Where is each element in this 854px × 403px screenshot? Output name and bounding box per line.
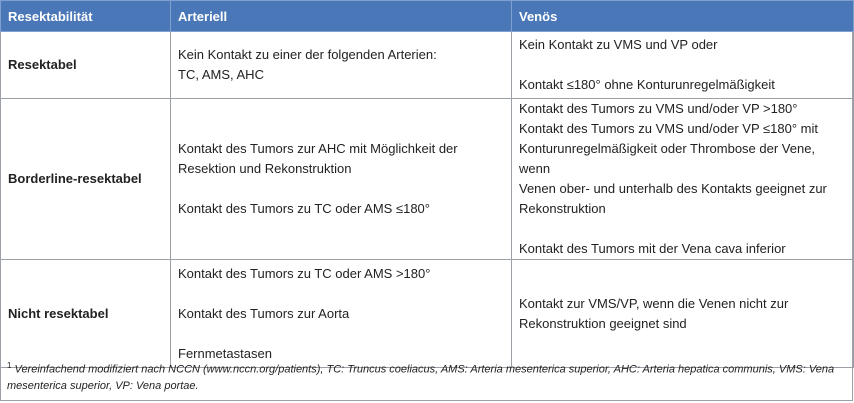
header-arterial: Arteriell (171, 1, 512, 32)
cell-line: Kontakt des Tumors mit der Vena cava inferior (519, 241, 786, 256)
cell-line: Kontakt des Tumors zur AHC mit Möglichkeit der (178, 141, 458, 156)
cell-arterial-not-resectable (171, 260, 512, 368)
footnote-text: Vereinfachend modifiziert nach NCCN (www.nccn.org/patients), TC: Truncus coeliacus, AMS: Arteria mesenterica superior, AHC: Arteria hepatica communis, VMS: Vena mesenterica superior, VP: Vena portae. (7, 363, 835, 392)
cell-venous-not-resectable (512, 260, 854, 368)
table-row-resectable (1, 32, 854, 99)
cell-line: Kein Kontakt zu einer der folgenden Arterien: (178, 47, 437, 62)
table-row-borderline (1, 99, 854, 260)
row-label-borderline: Borderline-resektabel (1, 99, 171, 260)
table-row-not-resectable (1, 260, 854, 368)
cell-line: Kein Kontakt zu VMS und VP oder (519, 37, 718, 52)
cell-line: Konturunregelmäßigkeit oder Thrombose der Vene, wenn (519, 141, 816, 176)
cell-line: Kontakt des Tumors zu VMS und/oder VP >180° (519, 101, 798, 116)
cell-line: Kontakt zur VMS/VP, wenn die Venen nicht zur (519, 295, 789, 311)
row-label-not-resectable: Nicht resektabel (1, 260, 171, 368)
cell-arterial-resectable (171, 32, 512, 99)
footnote (0, 354, 853, 401)
header-venous: Venös (512, 1, 854, 32)
cell-line: Rekonstruktion geeignet sind (519, 315, 687, 331)
header-resectability: Resektabilität (1, 1, 171, 32)
cell-line: Resektion und Rekonstruktion (178, 161, 352, 176)
cell-line: Kontakt ≤180° ohne Konturunregelmäßigkeit (519, 77, 775, 92)
cell-line: Fernmetastasen (178, 345, 272, 361)
cell-arterial-borderline (171, 99, 512, 260)
cell-gap (178, 284, 504, 304)
footnote-marker: 1 (7, 361, 12, 370)
cell-line: Kontakt des Tumors zu TC oder AMS >180° (178, 265, 431, 281)
cell-line: Kontakt des Tumors zur Aorta (178, 305, 350, 321)
cell-line: Kontakt des Tumors zu VMS und/oder VP ≤180° mit (519, 121, 818, 136)
cell-gap (519, 219, 846, 239)
cell-gap (519, 55, 846, 75)
cell-venous-resectable (512, 32, 854, 99)
cell-venous-borderline (512, 99, 854, 260)
cell-line: TC, AMS, AHC (178, 67, 264, 82)
cell-line: Rekonstruktion (519, 201, 606, 216)
row-label-resectable: Resektabel (1, 32, 171, 99)
table-header-row (1, 1, 854, 32)
cell-gap (178, 179, 504, 199)
cell-line: Venen ober- und unterhalb des Kontakts geeignet zur (519, 181, 827, 196)
cell-line: Kontakt des Tumors zu TC oder AMS ≤180° (178, 201, 430, 216)
cell-gap (178, 324, 504, 344)
